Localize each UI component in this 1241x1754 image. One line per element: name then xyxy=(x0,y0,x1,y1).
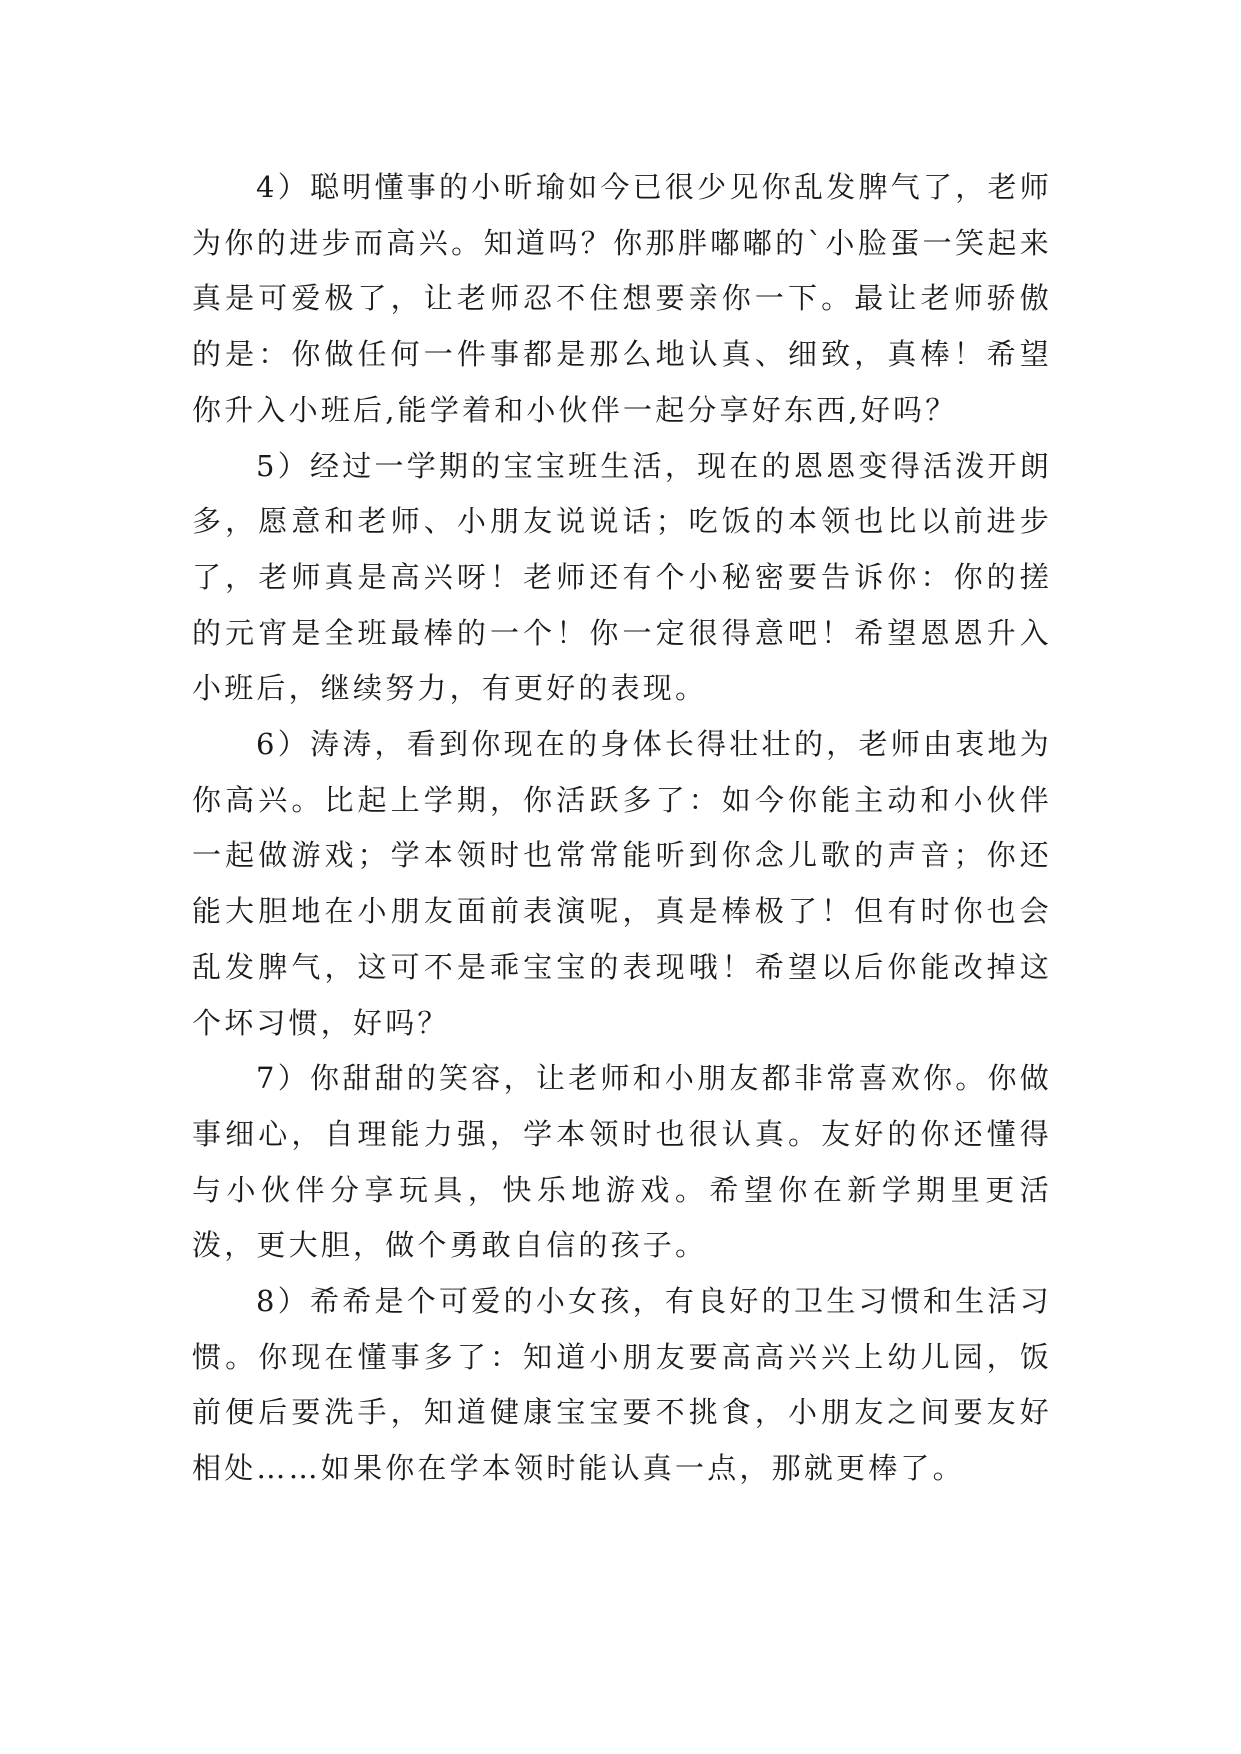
comment-paragraph-4: 4）聪明懂事的小昕瑜如今已很少见你乱发脾气了，老师为你的进步而高兴。知道吗？你那胖嘟嘟的`小脸蛋一笑起来真是可爱极了，让老师忍不住想要亲你一下。最让老师骄傲的是：你做任何一件事都是那么地认真、细致，真棒！希望你升入小班后,能学着和小伙伴一起分享好东西,好吗？ xyxy=(192,170,1052,427)
comment-paragraph-6: 6）涛涛，看到你现在的身体长得壮壮的，老师由衷地为你高兴。比起上学期，你活跃多了：如今你能主动和小伙伴一起做游戏；学本领时也常常能听到你念儿歌的声音；你还能大胆地在小朋友面前表演呢，真是棒极了！但有时你也会乱发脾气，这可不是乖宝宝的表现哦！希望以后你能改掉这个坏习惯，好吗？ xyxy=(192,727,1052,1040)
document-body xyxy=(192,160,1052,1497)
comment-paragraph-8: 8）希希是个可爱的小女孩，有良好的卫生习惯和生活习惯。你现在懂事多了：知道小朋友要高高兴兴上幼儿园，饭前便后要洗手，知道健康宝宝要不挑食，小朋友之间要友好相处……如果你在学本领时能认真一点，那就更棒了。 xyxy=(192,1284,1052,1486)
comment-paragraph-7: 7）你甜甜的笑容，让老师和小朋友都非常喜欢你。你做事细心，自理能力强，学本领时也很认真。友好的你还懂得与小伙伴分享玩具，快乐地游戏。希望你在新学期里更活泼，更大胆，做个勇敢自信的孩子。 xyxy=(192,1061,1052,1263)
comment-paragraph-5: 5）经过一学期的宝宝班生活，现在的恩恩变得活泼开朗多，愿意和老师、小朋友说说话；吃饭的本领也比以前进步了，老师真是高兴呀！老师还有个小秘密要告诉你：你的搓的元宵是全班最棒的一个！你一定很得意吧！希望恩恩升入小班后，继续努力，有更好的表现。 xyxy=(192,448,1052,706)
